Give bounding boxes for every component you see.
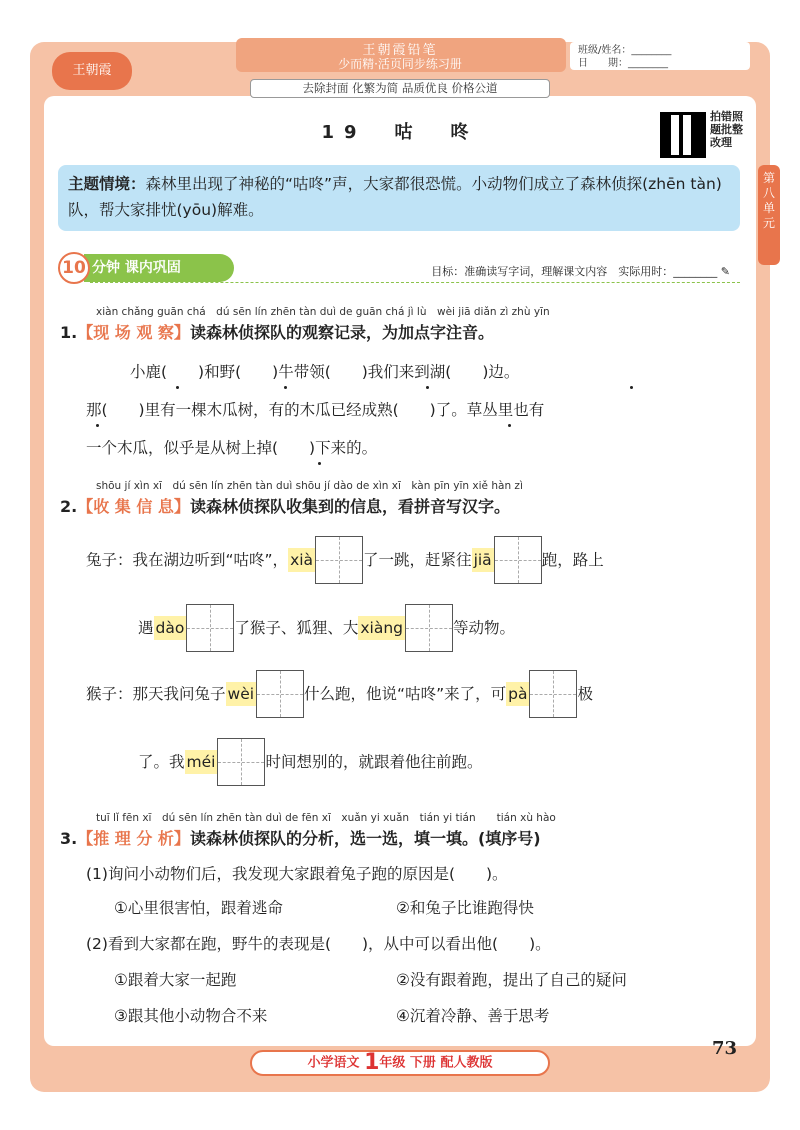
pinyin-prompt: pà (506, 682, 529, 706)
emphasis-dot (176, 386, 179, 389)
section-label (84, 254, 234, 282)
unit-side-tab: 第八单元 (758, 165, 780, 265)
q1-line3[interactable]: 一个木瓜，似乎是从树上掉( )下来的。 (86, 439, 378, 457)
q1-pinyin: xiàn chǎng guān chá dú sēn lín zhēn tàn duì de guān chá jì lù wèi jiā diǎn zì zhù yīn (96, 306, 550, 318)
student-info-box[interactable]: 班级/姓名：________ 日 期：________ (570, 42, 750, 70)
pencil-icon: ✎ (720, 265, 730, 278)
q1-line1[interactable]: 小鹿( )和野( )牛带领( )我们来到湖( )边。 (130, 363, 520, 381)
footer-grade-number: 1 (364, 1050, 380, 1075)
q1-header (60, 320, 494, 343)
writing-box[interactable] (494, 536, 542, 584)
pinyin-prompt: xiàng (358, 616, 405, 640)
q2-text: 什么跑，他说“咕咚”来了，可 (304, 685, 507, 703)
writing-box[interactable] (186, 604, 234, 652)
writing-box[interactable] (256, 670, 304, 718)
section-name: 课内巩固 (124, 260, 181, 276)
q1-prompt: 读森林侦探队的观察记录，为加点字注音。 (189, 323, 494, 342)
q2-row2 (138, 600, 515, 656)
writing-box[interactable] (405, 604, 453, 652)
emphasis-dot (284, 386, 287, 389)
footer-term: 下册 (409, 1055, 436, 1071)
q3-number: 3. (60, 829, 78, 848)
footer-subject: 小学语文 (307, 1055, 360, 1071)
series-name: 少而精·活页同步练习册 (338, 57, 462, 71)
emphasis-dot (508, 424, 511, 427)
emphasis-dot (96, 424, 99, 427)
q2-row4 (138, 734, 482, 790)
footer-grade: 年级 (379, 1055, 406, 1071)
writing-box[interactable] (529, 670, 577, 718)
pinyin-prompt: dào (154, 616, 187, 640)
target-text: 目标：准确读写字词，理解课文内容 实际用时： (431, 265, 674, 278)
q3-prompt: 读森林侦探队的分析，选一选，填一填。(填序号) (189, 829, 541, 848)
brand-logo: 王朝霞 (52, 52, 132, 90)
q3-option: ④沉着冷静、善于思考 (396, 1007, 550, 1025)
q3-header (60, 826, 541, 849)
q2-text: 极 (577, 685, 593, 703)
q2-prompt: 读森林侦探队收集到的信息，看拼音写汉字。 (189, 497, 510, 516)
q2-text: 兔子：我在湖边听到“咕咚”， (86, 551, 289, 569)
q2-header (60, 494, 510, 517)
q2-text: 等动物。 (453, 619, 516, 637)
q2-text: 了一跳，赶紧往 (363, 551, 472, 569)
footer-label (250, 1050, 550, 1076)
pinyin-prompt: xià (288, 548, 315, 572)
q2-text: 了。我 (138, 753, 185, 771)
lesson-title: 19 咕 咚 (321, 122, 479, 143)
q2-row3 (86, 666, 593, 722)
q3-option: ①跟着大家一起跑 (114, 971, 237, 989)
q3-pinyin: tuī lǐ fēn xī dú sēn lín zhēn tàn duì de fēn xī xuǎn yi xuǎn tián yi tián tián xù hào (96, 812, 556, 824)
q2-text: 遇 (138, 619, 154, 637)
writing-box[interactable] (315, 536, 363, 584)
slogan: 去除封面 化繁为简 品质优良 价格公道 (250, 79, 550, 98)
writing-box[interactable] (217, 738, 265, 786)
page-number: 73 (712, 1038, 738, 1059)
emphasis-dot (318, 462, 321, 465)
q1-number: 1. (60, 323, 78, 342)
q3-tag: 【推 理 分 析】 (77, 829, 190, 848)
qr-caption: 拍错照题批整改理 (710, 110, 743, 149)
brand-name: 王朝霞铅笔 (362, 43, 438, 58)
q3-question1[interactable]: (1)询问小动物们后，我发现大家跟着兔子跑的原因是( )。 (86, 865, 508, 883)
section-minutes: 分钟 (92, 260, 120, 276)
q3-option: ②和兔子比谁跑得快 (396, 899, 534, 917)
theme-text: 森林里出现了神秘的“咕咚”声，大家都很恐慌。小动物们成立了森林侦探(zhēn tàn)队，帮大家排忧(yōu)解难。 (68, 175, 722, 219)
qr-code-icon[interactable] (660, 112, 706, 158)
emphasis-dot (426, 386, 429, 389)
q2-tag: 【收 集 信 息】 (77, 497, 190, 516)
pinyin-prompt: méi (185, 750, 218, 774)
q3-option: ②没有跟着跑，提出了自己的疑问 (396, 971, 627, 989)
emphasis-dot (630, 386, 633, 389)
q2-number: 2. (60, 497, 78, 516)
q2-text: 了猴子、狐狸、大 (234, 619, 359, 637)
q3-option: ③跟其他小动物合不来 (114, 1007, 268, 1025)
theme-label: 主题情境： (68, 175, 146, 193)
q2-text: 猴子：那天我问兔子 (86, 685, 226, 703)
section-target: 目标：准确读写字词，理解课文内容 实际用时：________ ✎ (431, 265, 730, 278)
q2-text: 跑，路上 (541, 551, 604, 569)
q2-pinyin: shōu jí xìn xī dú sēn lín zhēn tàn duì shōu jí dào de xìn xī kàn pīn yīn xiě hàn zì (96, 480, 523, 492)
theme-box (58, 165, 740, 231)
pinyin-prompt: jiā (472, 548, 494, 572)
q1-line2[interactable]: 那( )里有一棵木瓜树，有的木瓜已经成熟( )了。草丛里也有 (86, 401, 545, 419)
q2-row1 (86, 532, 604, 588)
footer-edition: 配人教版 (440, 1055, 493, 1071)
q1-tag: 【现 场 观 察】 (77, 323, 190, 342)
q3-option: ①心里很害怕，跟着逃命 (114, 899, 283, 917)
q2-text: 时间想别的，就跟着他往前跑。 (265, 753, 483, 771)
ten-minute-badge: 10 (58, 252, 90, 284)
q3-question2[interactable]: (2)看到大家都在跑，野牛的表现是( )，从中可以看出他( )。 (86, 935, 551, 953)
pinyin-prompt: wèi (226, 682, 257, 706)
class-name-label: 班级/姓名： (578, 45, 632, 56)
date-label: 日 期： (578, 58, 628, 69)
section-divider (90, 282, 740, 283)
